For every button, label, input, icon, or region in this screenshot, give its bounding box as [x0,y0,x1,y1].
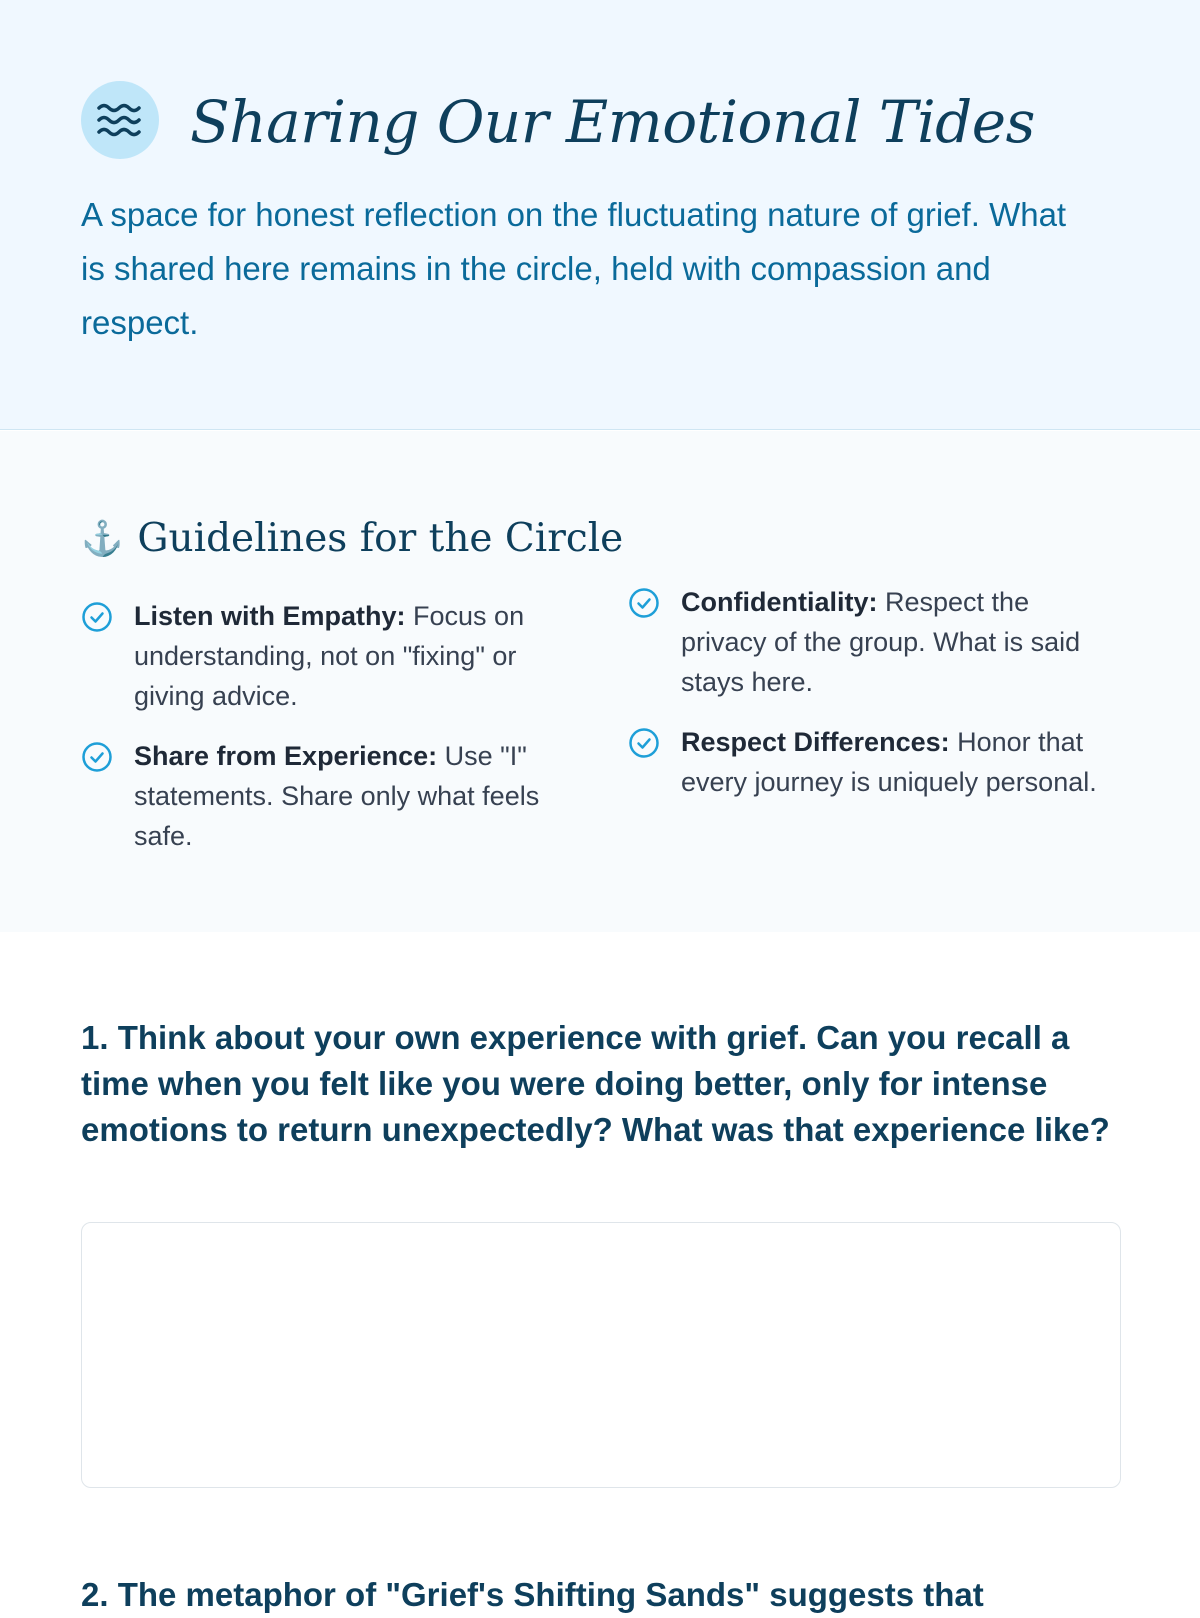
guideline-text [681,582,1111,702]
guideline-text [134,596,564,716]
guideline-label: Listen with Empathy: [134,601,406,631]
check-circle-icon [628,587,660,619]
waves-icon [81,81,159,159]
guidelines-heading [81,513,623,565]
guidelines-heading-text: Guidelines for the Circle [137,516,624,561]
guideline-label: Respect Differences: [681,727,950,757]
question-prompt: 1. Think about your own experience with grief. Can you recall a time when you felt like you were doing better, only for intense emotions to return unexpectedly? What was that experience like? [81,1019,1110,1148]
guideline-description: Focus on understanding, not on "fixing" or giving advice. [134,601,525,711]
guideline-text [681,722,1111,802]
page-title: Sharing Our Emotional Tides [190,88,1035,156]
guidelines-section [0,431,1200,932]
guideline-label: Share from Experience: [134,741,438,771]
answer-textarea[interactable] [81,1222,1121,1488]
guideline-description: Respect the privacy of the group. What is said stays here. [681,587,1081,697]
guideline-text [134,736,564,856]
question-block [81,1572,1111,1618]
guideline-description: Honor that every journey is uniquely personal. [681,727,1097,797]
anchor-icon: ⚓ [81,519,124,559]
page-subtitle: A space for honest reflection on the fluctuating nature of grief. What is shared here remains in the circle, held with compassion and respect. [81,196,1067,341]
check-circle-icon [628,727,660,759]
question-block [81,1015,1111,1153]
question-prompt: 2. The metaphor of "Grief's Shifting Sands" suggests that [81,1576,984,1613]
guideline-description: Use "I" statements. Share only what feels safe. [134,741,540,851]
page-header [0,0,1200,430]
check-circle-icon [81,601,113,633]
check-circle-icon [81,741,113,773]
guideline-label: Confidentiality: [681,587,878,617]
